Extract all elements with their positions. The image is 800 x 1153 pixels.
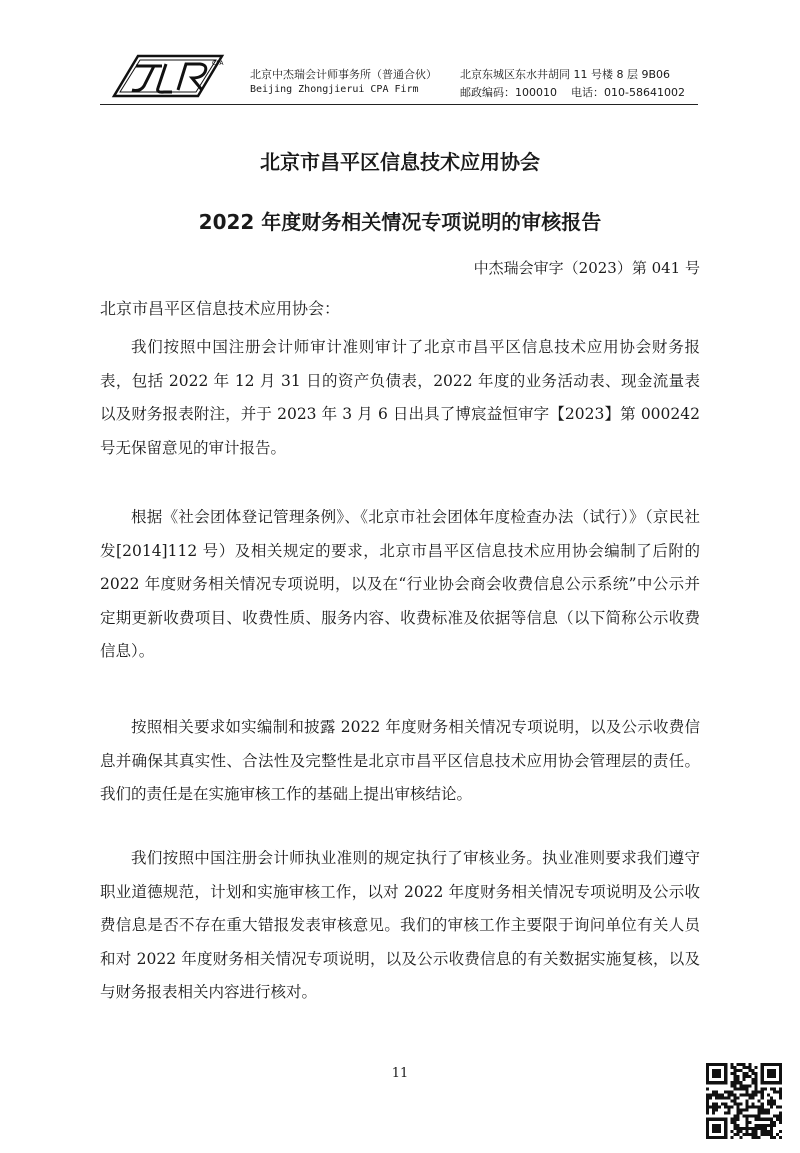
paragraph-2: 根据《社会团体登记管理条例》、《北京市社会团体年度检查办法（试行）》（京民社发[2014]112 号）及相关规定的要求，北京市昌平区信息技术应用协会编制了后附的 2022 年度财务相关情况专项说明，以及在“行业协会商会收费信息公示系统”中公示并定期更新收费项目、收费性质、服务内容、收费标准及依据等信息（以下简称公示收费信息）。	[100, 508, 700, 660]
firm-logo-icon	[110, 52, 228, 100]
paragraph-1: 我们按照中国注册会计师审计准则审计了北京市昌平区信息技术应用协会财务报表，包括 2022 年 12 月 31 日的资产负债表，2022 年度的业务活动表、现金流量表以及财务报表附注，并于 2023 年 3 月 6 日出具了博宸益恒审字【2023】第 000242 号无保留意见的审计报告。	[100, 338, 700, 457]
letterhead	[100, 50, 700, 100]
page-number: 11	[391, 1066, 409, 1081]
paragraph-4: 我们按照中国注册会计师执业准则的规定执行了审核业务。执业准则要求我们遵守职业道德规范，计划和实施审核工作，以对 2022 年度财务相关情况专项说明及公示收费信息是否不存在重大错报发表审核意见。我们的审核工作主要限于询问单位有关人员和对 2022 年度财务相关情况专项说明，以及公示收费信息的有关数据实施复核，以及与财务报表相关内容进行核对。	[100, 849, 700, 1001]
report-title-line1: 北京市昌平区信息技术应用协会	[260, 150, 540, 174]
letterhead-divider	[100, 104, 698, 105]
logo-cpa-text: CPA	[212, 60, 224, 67]
paragraph-3: 按照相关要求如实编制和披露 2022 年度财务相关情况专项说明，以及公示收费信息并确保其真实性、合法性及完整性是北京市昌平区信息技术应用协会管理层的责任。我们的责任是在实施审核工作的基础上提出审核结论。	[100, 718, 700, 803]
firm-address: 北京东城区东水井胡同 11 号楼 8 层 9B06	[460, 68, 671, 81]
qr-code-icon	[706, 1063, 782, 1139]
firm-contact	[460, 84, 685, 100]
reference-number: 中杰瑞会审字（2023）第 041 号	[473, 259, 700, 277]
phone-number: 电话：010-58641002	[571, 86, 685, 99]
report-title-line2: 2022 年度财务相关情况专项说明的审核报告	[198, 210, 602, 234]
firm-name-cn: 北京中杰瑞会计师事务所（普通合伙）	[250, 68, 437, 81]
postal-code: 邮政编码：100010	[460, 86, 557, 99]
firm-name-en: Beijing Zhongjierui CPA Firm	[250, 84, 419, 95]
addressee: 北京市昌平区信息技术应用协会：	[100, 299, 341, 318]
